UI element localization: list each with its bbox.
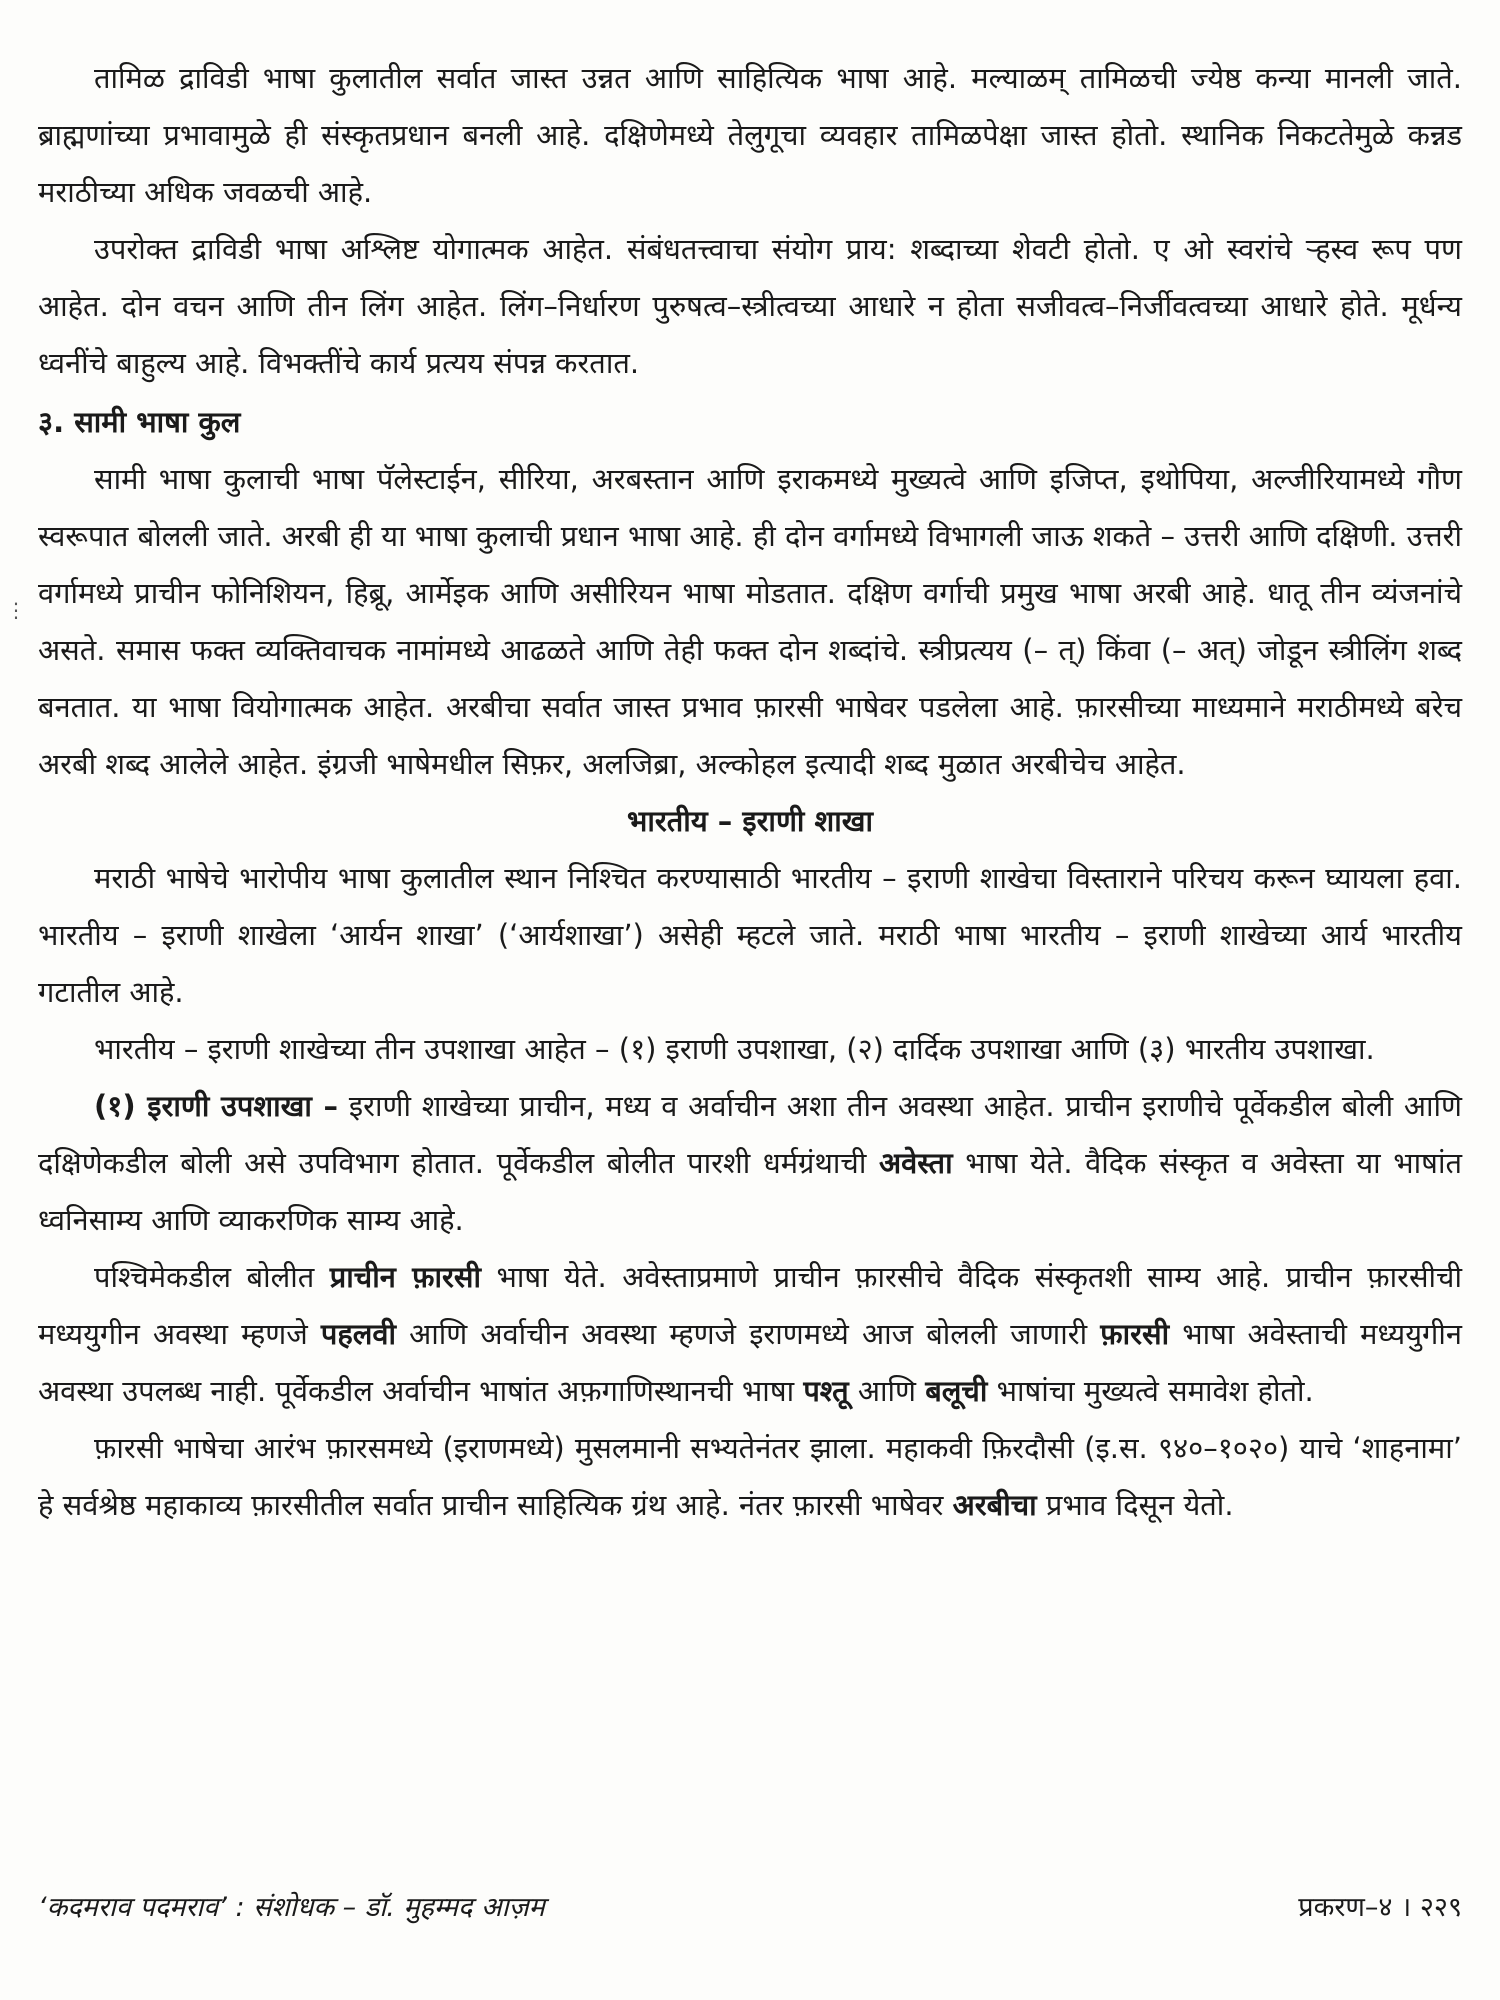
bold-term-old-persian: प्राचीन फ़ारसी: [329, 1260, 482, 1294]
bold-term-baluchi: बलूची: [925, 1374, 988, 1408]
text-segment: भाषा येते. वैदिक संस्कृत व अवेस्ता या भाषांत ध्वनिसाम्य आणि व्याकरणिक साम्य आहे.: [38, 1146, 1462, 1237]
paragraph-sub-branches: भारतीय – इराणी शाखेच्या तीन उपशाखा आहेत – (१) इराणी उपशाखा, (२) दार्दिक उपशाखा आणि (३) भारतीय उपशाखा.: [94, 1032, 1375, 1066]
text-segment: पश्चिमेकडील बोलीत: [94, 1260, 330, 1294]
bold-term-avesta: अवेस्ता: [878, 1146, 953, 1180]
text-segment: प्रभाव दिसून येतो.: [1036, 1488, 1234, 1522]
paragraph-dravidian-features: उपरोक्त द्राविडी भाषा अश्लिष्ट योगात्मक आहेत. संबंधतत्त्वाचा संयोग प्राय: शब्दाच्या शेवटी होतो. ए ओ स्वरांचे ऱ्हस्व रूप पण आहेत. दोन वचन आणि तीन लिंग आहेत. लिंग–निर्धारण पुरुषत्व–स्त्रीत्वच्या आधारे न होता सजीवत्व–निर्जीवत्वच्या आधारे होते. मूर्धन्य ध्वनींचे बाहुल्य आहे. विभक्तींचे कार्य प्रत्यय संपन्न करतात.: [38, 232, 1462, 380]
text-segment: आणि अर्वाचीन अवस्था म्हणजे इराणमध्ये आज बोलली जाणारी: [396, 1317, 1101, 1351]
footer-book-title: ‘कदमराव पदमराव’ : संशोधक – डॉ. मुहम्मद आज़म: [38, 1892, 545, 1923]
paragraph-iranian-subbranch: [38, 1078, 1462, 1249]
bold-term-pahlavi: पहलवी: [320, 1317, 397, 1351]
text-segment: भाषा अवेस्ताची मध्ययुगीन अवस्था उपलब्ध नाही. पूर्वेकडील अर्वाचीन भाषांत अफ़गाणिस्थानची भाषा: [38, 1317, 1462, 1408]
text-segment: भाषा येते. अवेस्ताप्रमाणे प्राचीन फ़ारसीचे वैदिक संस्कृतशी साम्य आहे. प्राचीन फ़ारसीची मध्ययुगीन अवस्था म्हणजे: [38, 1260, 1462, 1351]
paragraph-western-dialect: [38, 1249, 1462, 1420]
bold-term-pashto: पश्तू: [803, 1374, 849, 1408]
bold-term-farsi: फ़ारसी: [1100, 1317, 1170, 1351]
section-heading-semitic: ३. सामी भाषा कुल: [38, 405, 241, 439]
paragraph-persian-origin: [38, 1420, 1462, 1534]
footer-page-number: प्रकरण–४ । २२९: [1298, 1892, 1462, 1923]
bold-term-arabic: अरबीचा: [952, 1488, 1037, 1522]
paragraph-semitic: सामी भाषा कुलाची भाषा पॅलेस्टाईन, सीरिया, अरबस्तान आणि इराकमध्ये मुख्यत्वे आणि इजिप्त, इथोपिया, अल्जीरियामध्ये गौण स्वरूपात बोलली जाते. अरबी ही या भाषा कुलाची प्रधान भाषा आहे. ही दोन वर्गामध्ये विभागली जाऊ शकते – उत्तरी आणि दक्षिणी. उत्तरी वर्गामध्ये प्राचीन फोनिशियन, हिब्रू, आर्मेइक आणि असीरियन भाषा मोडतात. दक्षिण वर्गाची प्रमुख भाषा अरबी आहे. धातू तीन व्यंजनांचे असते. समास फक्त व्यक्तिवाचक नामांमध्ये आढळते आणि तेही फक्त दोन शब्दांचे. स्त्रीप्रत्यय (– त्) किंवा (– अत्) जोडून स्त्रीलिंग शब्द बनतात. या भाषा वियोगात्मक आहेत. अरबीचा सर्वात जास्त प्रभाव फ़ारसी भाषेवर पडलेला आहे. फ़ारसीच्या माध्यमाने मराठीमध्ये बरेच अरबी शब्द आलेले आहेत. इंग्रजी भाषेमधील सिफ़र, अलजिब्रा, अल्कोहल इत्यादी शब्द मुळात अरबीचेच आहेत.: [38, 462, 1462, 781]
subheading-iranian: (१) इराणी उपशाखा –: [94, 1089, 339, 1123]
margin-mark: ⋮: [6, 598, 26, 622]
paragraph-tamil: तामिळ द्राविडी भाषा कुलातील सर्वात जास्त उन्नत आणि साहित्यिक भाषा आहे. मल्याळम् तामिळची ज्येष्ठ कन्या मानली जाते. ब्राह्मणांच्या प्रभावामुळे ही संस्कृतप्रधान बनली आहे. दक्षिणेमध्ये तेलुगूचा व्यवहार तामिळपेक्षा जास्त होतो. स्थानिक निकटतेमुळे कन्नड मराठीच्या अधिक जवळची आहे.: [38, 61, 1462, 209]
text-segment: आणि: [848, 1374, 926, 1408]
paragraph-indo-iranian-intro: मराठी भाषेचे भारोपीय भाषा कुलातील स्थान निश्चित करण्यासाठी भारतीय – इराणी शाखेचा विस्ताराने परिचय करून घ्यायला हवा. भारतीय – इराणी शाखेला ‘आर्यन शाखा’ (‘आर्यशाखा’) असेही म्हटले जाते. मराठी भाषा भारतीय – इराणी शाखेच्या आर्य भारतीय गटातील आहे.: [38, 861, 1462, 1009]
text-segment: भाषांचा मुख्यत्वे समावेश होतो.: [987, 1374, 1314, 1408]
text-segment: फ़ारसी भाषेचा आरंभ फ़ारसमध्ये (इराणमध्ये) मुसलमानी सभ्यतेनंतर झाला. महाकवी फ़िरदौसी (इ.स. ९४०–१०२०) याचे ‘शाहनामा’ हे सर्वश्रेष्ठ महाकाव्य फ़ारसीतील सर्वात प्राचीन साहित्यिक ग्रंथ आहे. नंतर फ़ारसी भाषेवर: [38, 1431, 1462, 1522]
text-segment: इराणी शाखेच्या प्राचीन, मध्य व अर्वाचीन अशा तीन अवस्था आहेत. प्राचीन इराणीचे पूर्वेकडील बोली आणि दक्षिणेकडील बोली असे उपविभाग होतात. पूर्वेकडील बोलीत पारशी धर्मग्रंथाची: [38, 1089, 1463, 1180]
section-heading-indo-iranian: भारतीय – इराणी शाखा: [627, 804, 873, 838]
